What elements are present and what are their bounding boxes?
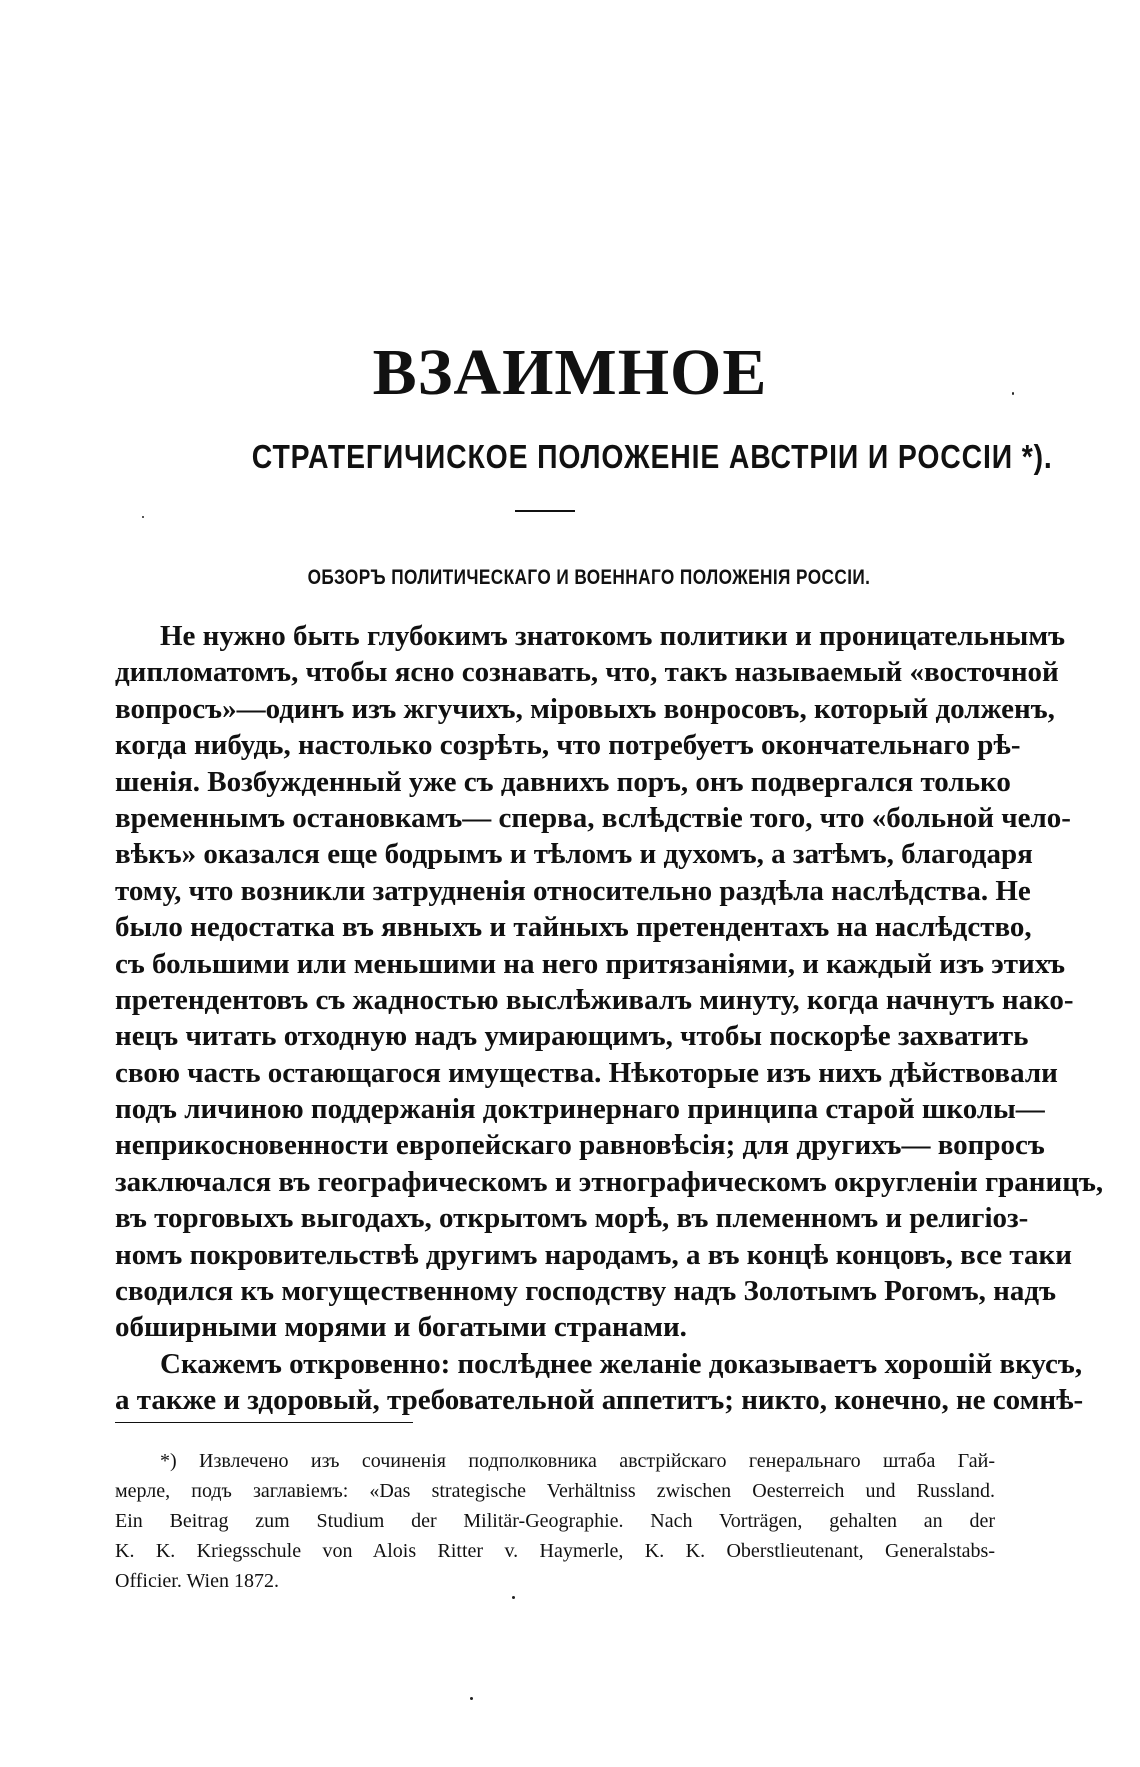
body-text	[115, 618, 1104, 1419]
body-line: шенiя. Возбужденный уже съ давнихъ поръ, онъ подвергался только	[115, 765, 1011, 798]
body-line: заключался въ географическомъ и этнографическомъ округленiи границъ,	[115, 1165, 1104, 1198]
body-line: Не нужно быть глубокимъ знатокомъ политики и проницательнымъ	[160, 620, 1065, 652]
body-line: вѣкъ» оказался еще бодрымъ и тѣломъ и духомъ, а затѣмъ, благодаря	[115, 838, 1033, 871]
page-subtitle: СТРАТЕГИЧИСКОЕ ПОЛОЖЕНIЕ АВСТРIИ И РОССIИ *).	[251, 438, 1053, 475]
body-line: вопросъ»—одинъ изъ жгучихъ, мiровыхъ вонросовъ, который долженъ,	[115, 692, 1055, 725]
body-line: съ большими или меньшими на него притязанiями, и каждый изъ этихъ	[115, 947, 1066, 980]
body-line: претендентовъ съ жадностью выслѣживалъ минуту, когда начнутъ нако-	[115, 983, 1074, 1016]
body-line: тому, что возникли затрудненiя относительно раздѣла наслѣдства. Не	[115, 874, 1031, 907]
scan-speck	[142, 516, 144, 518]
body-line: въ торговыхъ выгодахъ, открытомъ морѣ, въ племенномъ и религiоз-	[115, 1202, 1029, 1235]
section-heading: ОБЗОРЪ ПОЛИТИЧЕСКАГО И ВОЕННАГО ПОЛОЖЕНIЯ РОССIИ.	[307, 566, 871, 589]
footnote-line: Ein Beitrag zum Studium der Militär-Geographie. Nach Vorträgen, gehalten an der	[115, 1510, 995, 1532]
body-line: сводился къ могущественному господству надъ Золотымъ Рогомъ, надъ	[115, 1275, 1056, 1308]
scan-speck	[512, 1596, 515, 1599]
footnote-line: K. K. Kriegsschule von Alois Ritter v. Haymerle, K. K. Oberstlieutenant, Generalstabs-	[115, 1540, 995, 1562]
scan-speck	[470, 1697, 473, 1700]
body-line: неприкосновенности европейскаго равновѣсiя; для другихъ— вопросъ	[115, 1129, 1045, 1162]
body-line: когда нибудь, настолько созрѣть, что потребуетъ окончательнаго рѣ-	[115, 729, 1021, 762]
body-line: а также и здоровый, требовательной аппетитъ; никто, конечно, не сомнѣ-	[115, 1384, 1084, 1417]
footnote	[115, 1446, 995, 1596]
body-line: подъ личиною поддержанiя доктринернаго принципа старой школы—	[115, 1093, 1045, 1126]
body-line: было недостатка въ явныхъ и тайныхъ претендентахъ на наслѣдство,	[115, 911, 1032, 944]
title-divider	[515, 510, 575, 512]
body-line: дипломатомъ, чтобы ясно сознавать, что, такъ называемый «восточной	[115, 656, 1059, 689]
footnote-divider	[115, 1422, 413, 1423]
body-line: нецъ читать отходную надъ умирающимъ, чтобы поскорѣе захватить	[115, 1020, 1029, 1053]
page-title: ВЗАИМНОЕ	[372, 336, 768, 409]
body-line: временнымъ остановкамъ— сперва, вслѣдствiе того, что «больной чело-	[115, 801, 1071, 834]
body-line: свою часть остающагося имущества. Нѣкоторые изъ нихъ дѣйствовали	[115, 1056, 1058, 1089]
scan-speck	[1012, 392, 1014, 395]
footnote-line: *) Извлечено изъ сочиненiя подполковника австрiйскаго генеральнаго штаба Гай-	[160, 1450, 995, 1472]
footnote-line: мерле, подъ заглавiемъ: «Das strategische Verhältniss zwischen Oesterreich und Russland.	[115, 1480, 995, 1502]
body-line: Скажемъ откровенно: послѣднее желанiе доказываетъ хорошiй вкусъ,	[160, 1347, 1083, 1380]
body-line: номъ покровительствѣ другимъ народамъ, а въ концѣ концовъ, все таки	[115, 1238, 1072, 1271]
footnote-line: Officier. Wien 1872.	[115, 1570, 279, 1592]
body-line: обширными морями и богатыми странами.	[115, 1311, 687, 1344]
